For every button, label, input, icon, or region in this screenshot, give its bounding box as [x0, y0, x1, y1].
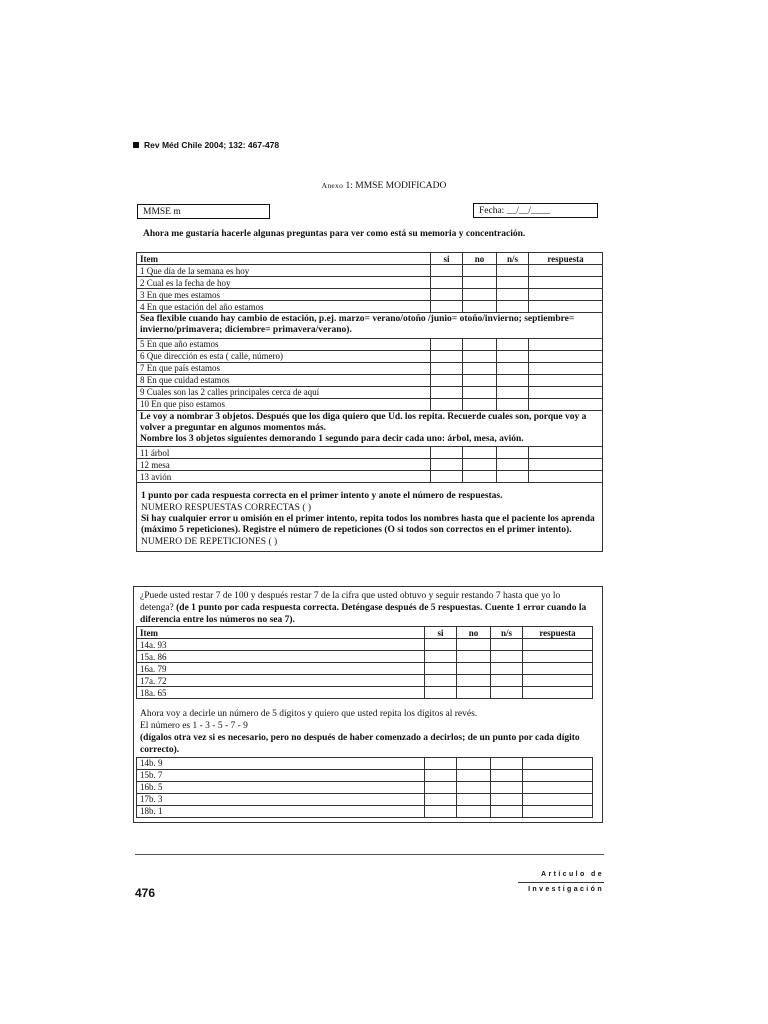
answer-cell-si[interactable] — [431, 386, 463, 398]
answer-cell-ns[interactable] — [491, 675, 523, 687]
answer-cell-si[interactable] — [431, 362, 463, 374]
annex-title-text: 1: MMSE MODIFICADO — [345, 181, 447, 191]
answer-cell-si[interactable] — [431, 277, 463, 289]
subtraction-table — [136, 626, 593, 699]
item-label: 6 Que dirección es esta ( calle, número) — [137, 350, 431, 362]
citation-text: Rev Méd Chile 2004; 132: 467-478 — [144, 140, 280, 150]
col-ns: n/s — [497, 253, 529, 265]
objects-note-2: Nombre los 3 objetos siguientes demorando 1 segundo para decir cada uno: árbol, mesa, avión. — [140, 434, 524, 445]
mmse-score-field[interactable] — [137, 204, 270, 219]
item-label: 15a. 86 — [137, 651, 425, 663]
item-label: 12 mesa — [137, 459, 431, 471]
table-row — [137, 639, 593, 651]
answer-cell-no[interactable] — [463, 265, 497, 277]
col-si: si — [431, 253, 463, 265]
table-row — [137, 338, 603, 350]
answer-cell-ns[interactable] — [491, 687, 523, 699]
answer-cell-si[interactable] — [431, 374, 463, 386]
table-row — [137, 793, 593, 805]
answer-cell-no[interactable] — [457, 687, 491, 699]
item-label: 9 Cuales son las 2 calles principales cerca de aquí — [137, 386, 431, 398]
table-row — [137, 289, 603, 301]
answer-cell-si[interactable] — [431, 338, 463, 350]
col-item: Item — [137, 253, 431, 265]
answer-cell-ns[interactable] — [497, 447, 529, 459]
answer-cell-si[interactable] — [425, 639, 457, 651]
answer-cell-respuesta[interactable] — [523, 675, 593, 687]
table-row — [137, 386, 603, 398]
answer-cell-si[interactable] — [431, 471, 463, 483]
answer-cell-ns[interactable] — [491, 757, 523, 769]
date-field[interactable] — [473, 203, 598, 218]
digits-number: El número es 1 - 3 - 5 - 7 - 9 — [140, 721, 248, 732]
answer-cell-respuesta[interactable] — [529, 362, 603, 374]
note-row — [137, 483, 603, 551]
subtraction-scoring: (de 1 punto por cada respuesta correcta. Deténgase después de 5 respuestas. Cuente 1 error cuando la diferencia entre los números no sea 7). — [140, 602, 587, 625]
item-label: 10 En que piso estamos — [137, 398, 431, 410]
answer-cell-ns[interactable] — [497, 350, 529, 362]
table-row — [137, 301, 603, 313]
table-row — [137, 663, 593, 675]
answer-cell-respuesta[interactable] — [529, 447, 603, 459]
table-row — [137, 374, 603, 386]
answer-cell-ns[interactable] — [497, 459, 529, 471]
answer-cell-ns[interactable] — [497, 338, 529, 350]
col-ns: n/s — [491, 627, 523, 639]
item-label: 17a. 72 — [137, 675, 425, 687]
table-row — [137, 471, 603, 483]
answer-cell-respuesta[interactable] — [523, 781, 593, 793]
answer-cell-si[interactable] — [431, 289, 463, 301]
item-label: 18a. 65 — [137, 687, 425, 699]
annex-prefix: Anexo — [321, 181, 344, 190]
table-row — [137, 651, 593, 663]
item-label: 2 Cual es la fecha de hoy — [137, 277, 431, 289]
answer-cell-si[interactable] — [425, 781, 457, 793]
item-label: 8 En que cuidad estamos — [137, 374, 431, 386]
item-label: 17b. 3 — [137, 793, 425, 805]
answer-cell-si[interactable] — [431, 301, 463, 313]
answer-cell-respuesta[interactable] — [523, 687, 593, 699]
answer-cell-ns[interactable] — [491, 769, 523, 781]
footer-divider — [135, 854, 604, 855]
answer-cell-ns[interactable] — [491, 805, 523, 817]
answer-cell-respuesta[interactable] — [529, 398, 603, 410]
item-label: 7 En que país estamos — [137, 362, 431, 374]
answer-cell-respuesta[interactable] — [529, 471, 603, 483]
attention-section — [133, 586, 603, 823]
answer-cell-respuesta[interactable] — [529, 459, 603, 471]
scoring-note — [137, 483, 603, 551]
answer-cell-si[interactable] — [431, 459, 463, 471]
answer-cell-ns[interactable] — [497, 277, 529, 289]
table-header-row — [137, 627, 593, 639]
table-row — [137, 757, 593, 769]
intro-text: Ahora me gustaría hacerle algunas preguntas para ver como está su memoria y concentración. — [143, 229, 526, 239]
item-label: 18b. 1 — [137, 805, 425, 817]
col-respuesta: respuesta — [529, 253, 603, 265]
answer-cell-no[interactable] — [457, 663, 491, 675]
col-respuesta: respuesta — [523, 627, 593, 639]
answer-cell-respuesta[interactable] — [529, 301, 603, 313]
answer-cell-respuesta[interactable] — [523, 663, 593, 675]
answer-cell-si[interactable] — [425, 675, 457, 687]
answer-cell-respuesta[interactable] — [523, 805, 593, 817]
table-row — [137, 769, 593, 781]
answer-cell-no[interactable] — [463, 350, 497, 362]
item-label: 11 árbol — [137, 447, 431, 459]
scoring-note-3: Si hay cualquier error u omisión en el primer intento, repita todos los nombres hasta que el paciente los aprenda (máximo 5 repeticiones). Registre el número de repeticiones (O si todos son correctos en el primer intento). — [141, 514, 595, 536]
answer-cell-no[interactable] — [457, 793, 491, 805]
note-row — [137, 313, 603, 339]
table-row — [137, 350, 603, 362]
answer-cell-no[interactable] — [457, 639, 491, 651]
answer-cell-respuesta[interactable] — [529, 289, 603, 301]
item-label: 5 En que año estamos — [137, 338, 431, 350]
objects-note — [137, 410, 603, 447]
col-item: Item — [137, 627, 425, 639]
answer-cell-ns[interactable] — [491, 793, 523, 805]
answer-cell-respuesta[interactable] — [523, 757, 593, 769]
item-label: 13 avión — [137, 471, 431, 483]
date-label: Fecha: __/__/____ — [479, 206, 550, 216]
col-no: no — [457, 627, 491, 639]
answer-cell-ns[interactable] — [497, 362, 529, 374]
answer-cell-si[interactable] — [431, 265, 463, 277]
correct-answers-count: NUMERO RESPUESTAS CORRECTAS ( ) — [141, 502, 312, 513]
answer-cell-no[interactable] — [463, 447, 497, 459]
answer-cell-ns[interactable] — [497, 398, 529, 410]
square-bullet-icon — [133, 142, 139, 148]
item-label: 15b. 7 — [137, 769, 425, 781]
answer-cell-no[interactable] — [463, 362, 497, 374]
mmse-label: MMSE m — [143, 207, 181, 217]
table-row — [137, 675, 593, 687]
table-row — [137, 687, 593, 699]
digits-instruction: Ahora voy a decirle un número de 5 dígitos y quiero que usted repita los dígitos al revés. — [140, 709, 478, 720]
item-label: 1 Que día de la semana es hoy — [137, 265, 431, 277]
answer-cell-respuesta[interactable] — [523, 769, 593, 781]
answer-cell-ns[interactable] — [497, 301, 529, 313]
col-si: si — [425, 627, 457, 639]
answer-cell-ns[interactable] — [491, 781, 523, 793]
answer-cell-no[interactable] — [457, 781, 491, 793]
table-row — [137, 362, 603, 374]
answer-cell-no[interactable] — [463, 277, 497, 289]
digits-table — [136, 757, 593, 818]
answer-cell-ns[interactable] — [497, 471, 529, 483]
answer-cell-no[interactable] — [457, 675, 491, 687]
page-number: 476 — [135, 886, 156, 900]
item-label: 4 En que estación del año estamos — [137, 301, 431, 313]
subtraction-question: ¿Puede usted restar 7 de 100 y después restar 7 de la cifra que usted obtuvo y seguir restando 7 hasta que yo lo detenga? — [140, 591, 561, 613]
orientation-section — [136, 252, 603, 552]
answer-cell-respuesta[interactable] — [529, 265, 603, 277]
item-label: 14b. 9 — [137, 757, 425, 769]
answer-cell-si[interactable] — [425, 651, 457, 663]
item-label: 16b. 5 — [137, 781, 425, 793]
table-row — [137, 398, 603, 410]
answer-cell-ns[interactable] — [491, 639, 523, 651]
table-row — [137, 459, 603, 471]
answer-cell-si[interactable] — [431, 447, 463, 459]
answer-cell-ns[interactable] — [497, 374, 529, 386]
section-tag-line2: Investigación — [528, 886, 604, 893]
season-note: Sea flexible cuando hay cambio de estación, p.ej. marzo= verano/otoño /junio= otoño/invierno; septiembre= invierno/primavera; diciembre= primavera/verano). — [137, 313, 603, 339]
objects-note-1: Le voy a nombrar 3 objetos. Después que los diga quiero que Ud. los repita. Recuerde cuales son, porque voy a volver a preguntar en algunos momentos más. — [140, 411, 587, 433]
answer-cell-si[interactable] — [431, 398, 463, 410]
answer-cell-no[interactable] — [457, 769, 491, 781]
answer-cell-ns[interactable] — [497, 289, 529, 301]
answer-cell-respuesta[interactable] — [529, 277, 603, 289]
answer-cell-si[interactable] — [425, 687, 457, 699]
answer-cell-ns[interactable] — [497, 386, 529, 398]
answer-cell-ns[interactable] — [491, 651, 523, 663]
note-row — [137, 410, 603, 447]
answer-cell-no[interactable] — [463, 374, 497, 386]
table-header-row — [137, 253, 603, 265]
digits-note: (dígalos otra vez si es necesario, pero no después de haber comenzado a decirlos; de un punto por cada dígito correcto). — [140, 732, 580, 755]
table-row — [137, 781, 593, 793]
answer-cell-ns[interactable] — [497, 265, 529, 277]
table-row — [137, 277, 603, 289]
answer-cell-no[interactable] — [463, 301, 497, 313]
answer-cell-si[interactable] — [425, 757, 457, 769]
table-row — [137, 805, 593, 817]
table-row — [137, 447, 603, 459]
section-tag-line1: Artículo de — [541, 871, 604, 878]
answer-cell-no[interactable] — [463, 338, 497, 350]
subtraction-instruction — [140, 591, 596, 626]
journal-citation — [133, 140, 279, 150]
repetitions-count: NUMERO DE REPETICIONES ( ) — [141, 536, 278, 547]
answer-cell-ns[interactable] — [491, 663, 523, 675]
answer-cell-no[interactable] — [463, 471, 497, 483]
col-no: no — [463, 253, 497, 265]
table-row — [137, 265, 603, 277]
answer-cell-respuesta[interactable] — [529, 386, 603, 398]
answer-cell-respuesta[interactable] — [523, 639, 593, 651]
answer-cell-respuesta[interactable] — [523, 651, 593, 663]
answer-cell-respuesta[interactable] — [529, 374, 603, 386]
answer-cell-respuesta[interactable] — [529, 350, 603, 362]
section-tag-rule — [518, 882, 604, 883]
answer-cell-no[interactable] — [463, 459, 497, 471]
answer-cell-no[interactable] — [457, 651, 491, 663]
answer-cell-no[interactable] — [457, 757, 491, 769]
item-label: 16a. 79 — [137, 663, 425, 675]
answer-cell-si[interactable] — [425, 793, 457, 805]
item-label: 3 En que mes estamos — [137, 289, 431, 301]
scoring-note-1: 1 punto por cada respuesta correcta en el primer intento y anote el número de respuestas. — [141, 491, 503, 502]
annex-title — [0, 181, 768, 191]
answer-cell-no[interactable] — [463, 289, 497, 301]
orientation-table — [136, 252, 603, 552]
answer-cell-si[interactable] — [425, 663, 457, 675]
answer-cell-no[interactable] — [457, 805, 491, 817]
answer-cell-no[interactable] — [463, 386, 497, 398]
answer-cell-respuesta[interactable] — [529, 338, 603, 350]
answer-cell-si[interactable] — [431, 350, 463, 362]
answer-cell-respuesta[interactable] — [523, 793, 593, 805]
answer-cell-si[interactable] — [425, 769, 457, 781]
item-label: 14a. 93 — [137, 639, 425, 651]
answer-cell-no[interactable] — [463, 398, 497, 410]
answer-cell-si[interactable] — [425, 805, 457, 817]
